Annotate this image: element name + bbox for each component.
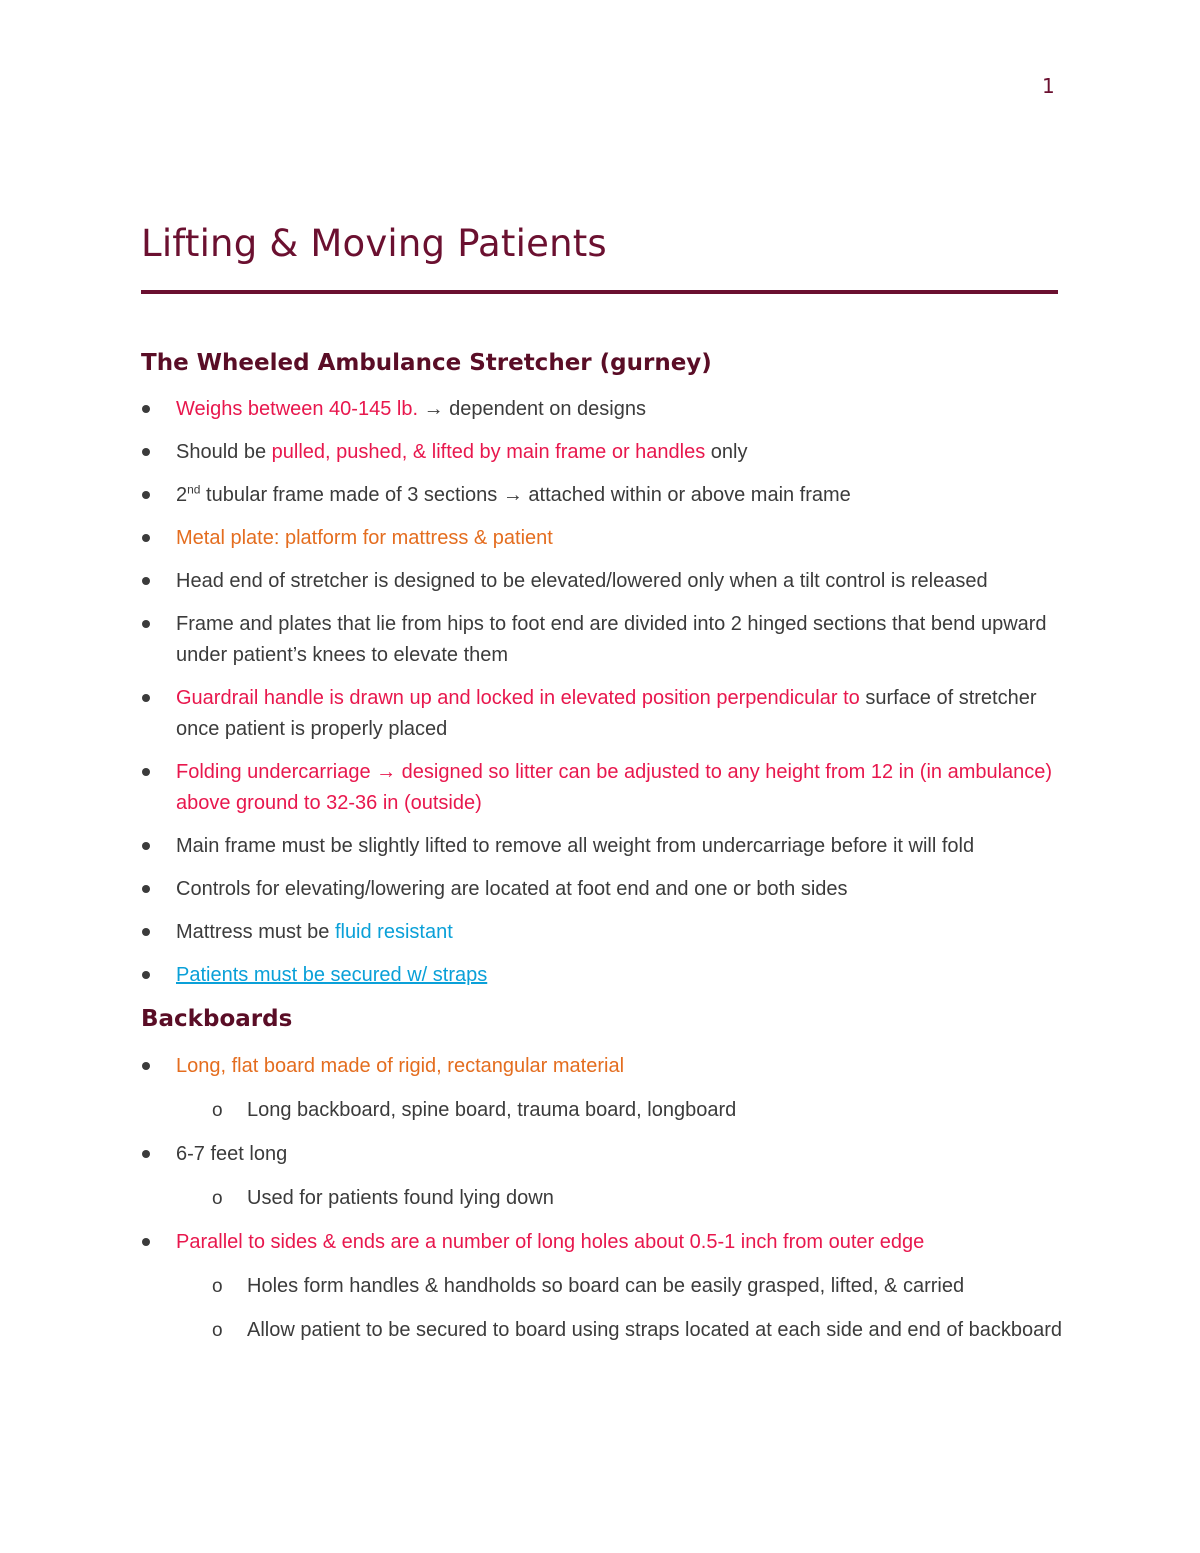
circle-bullet-icon: o	[212, 1320, 223, 1341]
list-item: Parallel to sides & ends are a number of long holes about 0.5-1 inch from outer edge	[0, 1227, 1200, 1258]
title-rule	[141, 290, 1058, 294]
list-item: Should be pulled, pushed, & lifted by main frame or handles only	[0, 437, 1200, 468]
list-item: 6-7 feet long	[0, 1139, 1200, 1170]
backboards-list	[0, 1051, 1200, 1346]
arrow-icon: →	[502, 484, 523, 506]
circle-bullet-icon: o	[212, 1188, 223, 1209]
bullet-icon	[142, 405, 150, 413]
list-item	[0, 960, 1200, 991]
list-item: Frame and plates that lie from hips to foot end are divided into 2 hinged sections that bend upward under patient’s knees to elevate them	[0, 609, 1200, 671]
bullet-icon	[142, 928, 150, 936]
bullet-icon	[142, 694, 150, 702]
page-number: 1	[1042, 74, 1055, 98]
bullet-icon	[142, 534, 150, 542]
arrow-icon: →	[376, 761, 397, 783]
list-item: Long, flat board made of rigid, rectangular material	[0, 1051, 1200, 1082]
list-item: Guardrail handle is drawn up and locked in elevated position perpendicular to surface of stretcher once patient is properly placed	[0, 683, 1200, 745]
sub-list-item: o Long backboard, spine board, trauma board, longboard	[0, 1095, 1200, 1126]
circle-bullet-icon: o	[212, 1276, 223, 1297]
bullet-icon	[142, 1062, 150, 1070]
bullet-icon	[142, 842, 150, 850]
sub-list-item: o Allow patient to be secured to board using straps located at each side and end of backboard	[0, 1315, 1200, 1346]
sub-list-item: o Used for patients found lying down	[0, 1183, 1200, 1214]
bullet-icon	[142, 1238, 150, 1246]
document-title: Lifting & Moving Patients	[141, 222, 607, 265]
bullet-icon	[142, 577, 150, 585]
section-heading-backboards: Backboards	[141, 1006, 293, 1032]
list-item: Head end of stretcher is designed to be elevated/lowered only when a tilt control is released	[0, 566, 1200, 597]
list-item: Mattress must be fluid resistant	[0, 917, 1200, 948]
list-item: Metal plate: platform for mattress & patient	[0, 523, 1200, 554]
list-item: 2nd tubular frame made of 3 sections → attached within or above main frame	[0, 480, 1200, 511]
bullet-icon	[142, 768, 150, 776]
list-item: Main frame must be slightly lifted to remove all weight from undercarriage before it will fold	[0, 831, 1200, 862]
straps-link[interactable]: Patients must be secured w/ straps	[176, 964, 488, 986]
arrow-icon: →	[423, 398, 444, 420]
list-item: Weighs between 40-145 lb. → dependent on designs	[0, 394, 1200, 425]
bullet-icon	[142, 971, 150, 979]
sub-list-item: o Holes form handles & handholds so board can be easily grasped, lifted, & carried	[0, 1271, 1200, 1302]
bullet-icon	[142, 448, 150, 456]
list-item: Folding undercarriage → designed so litter can be adjusted to any height from 12 in (in ambulance) above ground to 32-36 in (outside)	[0, 757, 1200, 819]
bullet-icon	[142, 885, 150, 893]
bullet-icon	[142, 491, 150, 499]
section-heading-stretcher: The Wheeled Ambulance Stretcher (gurney)	[141, 350, 712, 376]
list-item: Controls for elevating/lowering are located at foot end and one or both sides	[0, 874, 1200, 905]
circle-bullet-icon: o	[212, 1100, 223, 1121]
bullet-icon	[142, 620, 150, 628]
bullet-icon	[142, 1150, 150, 1158]
stretcher-list	[0, 394, 1200, 991]
